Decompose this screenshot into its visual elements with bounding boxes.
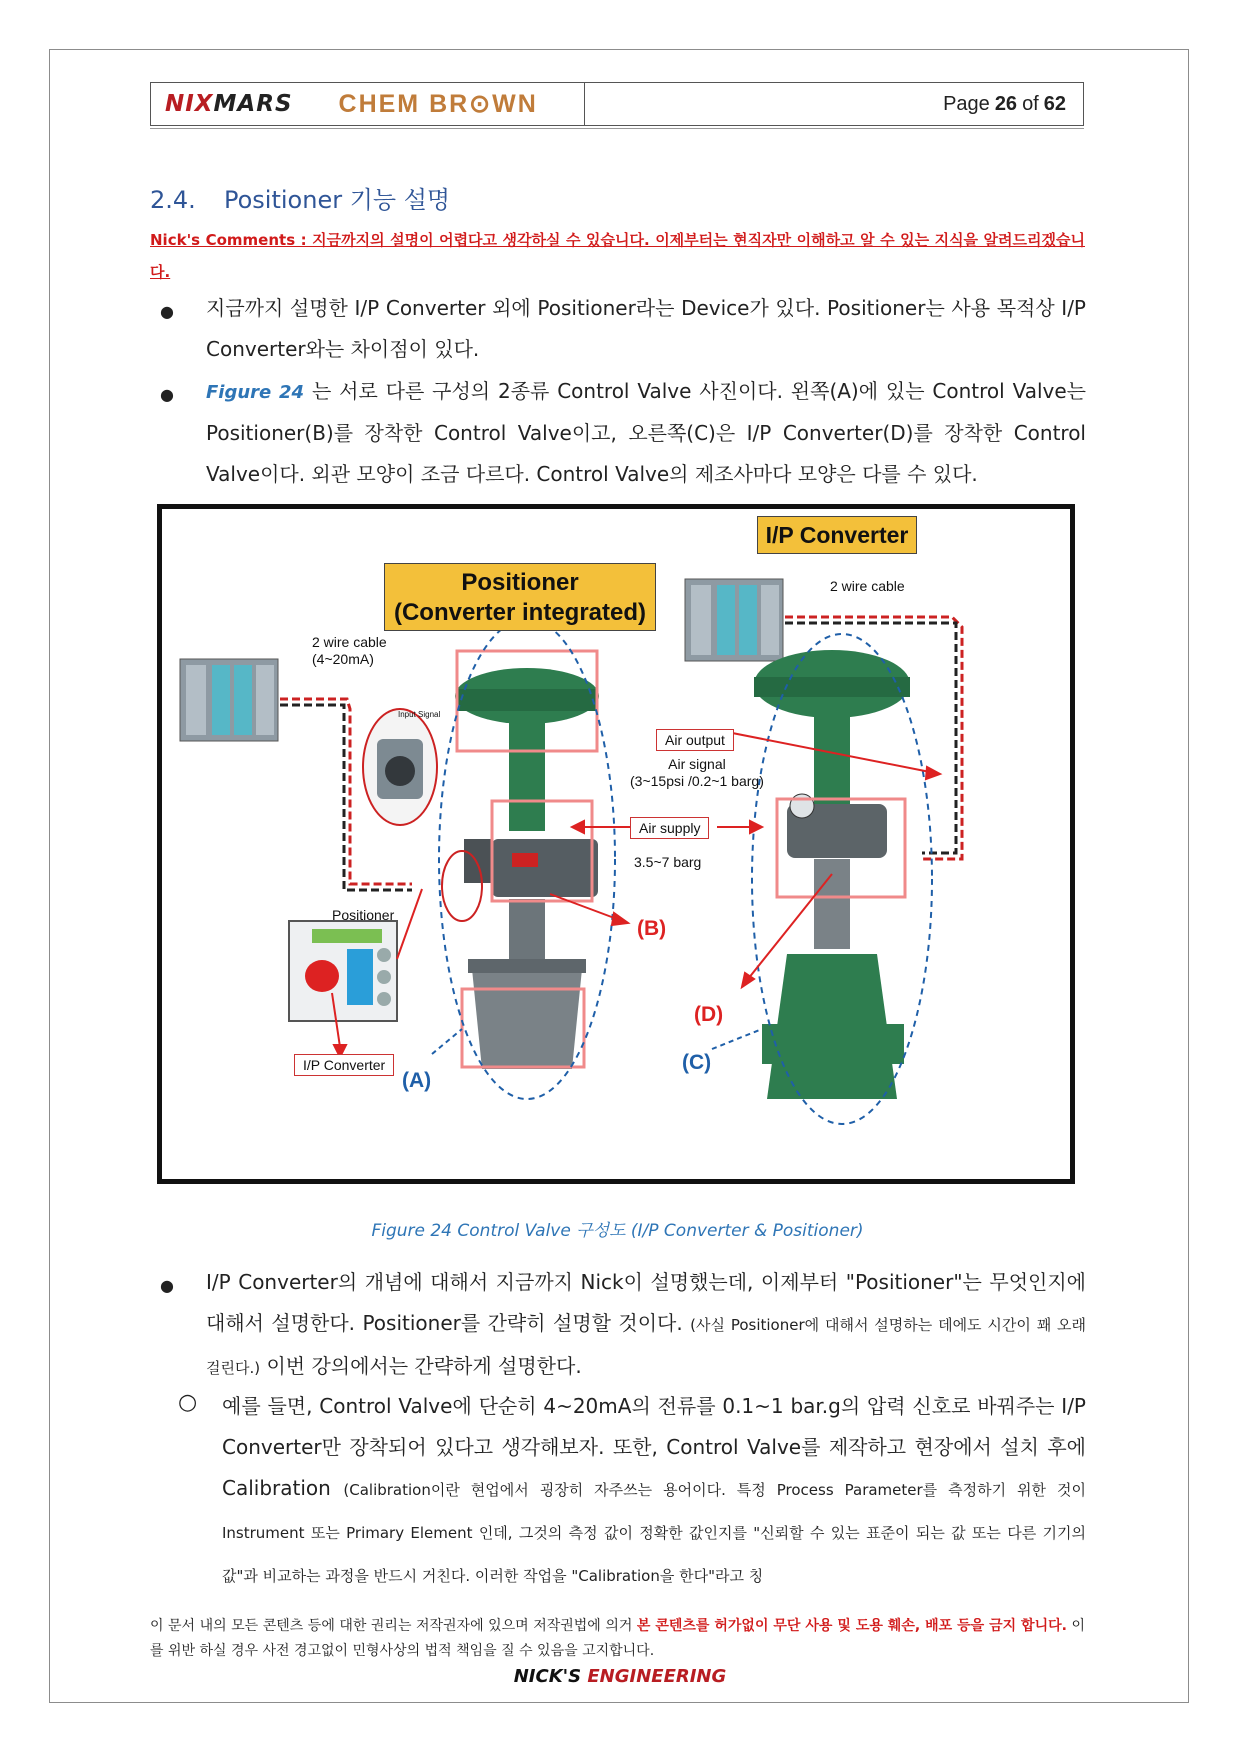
nicks-comments: Nick's Comments : 지금까지의 설명이 어렵다고 생각하실 수 있습니다. 이제부터는 현직자만 이해하고 알 수 있는 지식을 알려드리겠습니다. — [150, 231, 1085, 281]
bullet-dot: ● — [160, 385, 174, 404]
valve-a-illustration — [455, 668, 599, 1069]
ip-converter-title-box: I/P Converter — [757, 516, 917, 554]
circle-bullet: ○ — [178, 1390, 198, 1415]
air-signal-label: Air signal (3~15psi /0.2~1 barg) — [630, 756, 764, 789]
air-output-callout: Air output — [656, 729, 734, 751]
bullet-paragraph-2: Figure 24 는 서로 다른 구성의 2종류 Control Valve 사진이다. 왼쪽(A)에 있는 Control Valve는 Positioner(B)를 장착한 Control Valve이고, 오른쪽(C)은 I/P Converter(D)를 장착한 Control Valve이다. 외관 모양이 조금 다르다. Control Valve의 제조사마다 모양은 다를 수 있다. — [206, 379, 1086, 486]
input-signal-label: Input Signal — [398, 710, 441, 719]
tag-d: (D) — [694, 1003, 724, 1026]
positioner-title-box: Positioner (Converter integrated) — [384, 563, 656, 631]
tag-a: (A) — [402, 1069, 432, 1092]
page-number: Page 26 of 62 — [943, 92, 1066, 115]
circle-paragraph: 예를 들면, Control Valve에 단순히 4~20mA의 전류를 0.1~1 bar.g의 압력 신호로 바꿔주는 I/P Converter만 장착되어 있다고 생각해보자. 또한, Control Valve를 제작하고 현장에서 설치 후에 Calibration (Calibration이란 현업에서 굉장히 자주쓰는 용어이다. 특정 Process Parameter를 측정하기 위한 것이 Instrument 또는 Primary Element 인데, 그것의 측정 값이 정확한 값인지를 "신뢰할 수 있는 표준이 되는 값 또는 다른 기기의 값"과 비교하는 과정을 반드시 거친다. 이러한 작업을 "Calibration을 한다"라고 칭 — [222, 1394, 1086, 1585]
copyright-notice: 이 문서 내의 모든 콘텐츠 등에 대한 권리는 저작권자에 있으며 저작권법에 의거 본 콘텐츠를 허가없이 무단 사용 및 도용 훼손, 배포 등을 금지 합니다. 이를 위반 하실 경우 사전 경고없이 민형사상의 법적 책임을 질 수 있음을 고지합니다. — [150, 1618, 1085, 1659]
bullet-dot: ● — [160, 302, 174, 321]
chembrown-logo: CHEM BR⊙WN — [338, 90, 538, 118]
cable-left-label: 2 wire cable (4~20mA) — [312, 634, 387, 667]
bullet-dot: ● — [160, 1276, 174, 1295]
header-logos — [151, 83, 585, 125]
tag-c: (C) — [682, 1051, 712, 1074]
tag-b: (B) — [637, 917, 667, 940]
footer-brand: NICK'S ENGINEERING — [513, 1666, 727, 1687]
section-title: 2.4. Positioner 기능 설명 — [150, 186, 451, 214]
figure-caption: Figure 24 Control Valve 구성도 (I/P Converter & Positioner) — [371, 1221, 864, 1241]
ip-converter-callout: I/P Converter — [294, 1054, 394, 1076]
header-divider — [150, 128, 1084, 129]
bullet-paragraph-3: I/P Converter의 개념에 대해서 지금까지 Nick이 설명했는데, 이제부터 "Positioner"는 무엇인지에 대해서 설명한다. Positioner를 간략히 설명할 것이다. (사실 Positioner에 대해서 설명하는 데에도 시간이 꽤 오래 걸린다.) 이번 강의에서는 간략하게 설명한다. — [206, 1270, 1087, 1378]
air-supply-value: 3.5~7 barg — [634, 854, 702, 870]
cable-right-label: 2 wire cable — [830, 578, 905, 594]
nixmars-logo: NIXMARS — [165, 91, 293, 117]
positioner-inset-label: Positioner — [332, 907, 395, 923]
figure-reference-link[interactable]: Figure 24 — [206, 382, 305, 403]
plc-right-icon — [685, 579, 783, 661]
bullet-paragraph-1: 지금까지 설명한 I/P Converter 외에 Positioner라는 Device가 있다. Positioner는 사용 목적상 I/P Converter와는 차이점이 있다. — [206, 296, 1086, 361]
page-header — [150, 82, 1084, 126]
figure-24 — [157, 504, 1075, 1184]
air-supply-callout: Air supply — [630, 817, 709, 839]
plc-left-icon — [180, 659, 278, 741]
